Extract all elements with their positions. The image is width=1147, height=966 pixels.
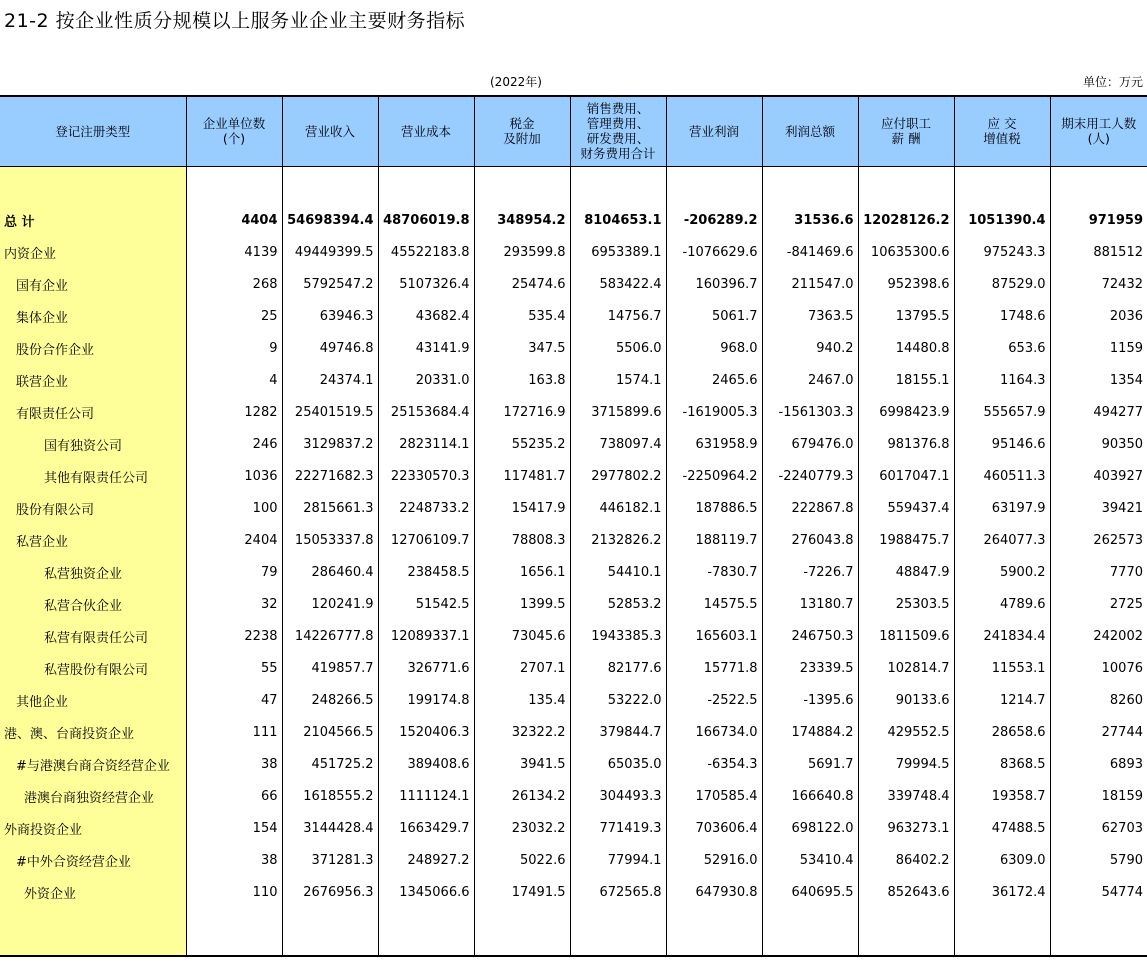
table-cell: 17491.5	[474, 877, 570, 909]
table-cell: 28658.6	[954, 717, 1050, 749]
table-cell: 460511.3	[954, 461, 1050, 493]
table-body	[0, 166, 1147, 956]
table-cell: 1520406.3	[378, 717, 474, 749]
table-cell: 7770	[1050, 557, 1147, 589]
table-cell: 36172.4	[954, 877, 1050, 909]
table-cell: 63946.3	[282, 301, 378, 333]
table-cell: 631958.9	[666, 429, 762, 461]
table-cell: 90350	[1050, 429, 1147, 461]
table-row	[0, 717, 1147, 749]
table-cell: 65035.0	[570, 749, 666, 781]
table-cell: 429552.5	[858, 717, 954, 749]
table-cell: 1036	[186, 461, 282, 493]
row-label: #与港澳台商合资经营企业	[0, 749, 186, 781]
table-cell: 53410.4	[762, 845, 858, 877]
table-cell: 12028126.2	[858, 205, 954, 237]
table-cell: 73045.6	[474, 621, 570, 653]
table-cell: 5022.6	[474, 845, 570, 877]
table-cell: 2238	[186, 621, 282, 653]
table-cell: 1574.1	[570, 365, 666, 397]
table-cell: 304493.3	[570, 781, 666, 813]
table-cell: 2465.6	[666, 365, 762, 397]
table-cell: 166734.0	[666, 717, 762, 749]
table-cell: 5506.0	[570, 333, 666, 365]
table-cell: 117481.7	[474, 461, 570, 493]
table-cell: 14756.7	[570, 301, 666, 333]
row-label: 港澳台商独资经营企业	[0, 781, 186, 813]
table-cell: 1656.1	[474, 557, 570, 589]
row-label: 集体企业	[0, 301, 186, 333]
table-cell: 165603.1	[666, 621, 762, 653]
table-cell: 12706109.7	[378, 525, 474, 557]
table-cell: 2707.1	[474, 653, 570, 685]
column-header-9: 应 交 增值税	[954, 96, 1050, 166]
table-cell: 6893	[1050, 749, 1147, 781]
table-cell: 95146.6	[954, 429, 1050, 461]
table-cell: 23032.2	[474, 813, 570, 845]
table-cell: 6017047.1	[858, 461, 954, 493]
table-cell: 2725	[1050, 589, 1147, 621]
table-cell: -6354.3	[666, 749, 762, 781]
column-header-5: 销售费用、 管理费用、 研发费用、 财务费用合计	[570, 96, 666, 166]
table-cell: 170585.4	[666, 781, 762, 813]
table-cell: 1214.7	[954, 685, 1050, 717]
table-cell: 22271682.3	[282, 461, 378, 493]
table-row	[0, 365, 1147, 397]
table-cell: 555657.9	[954, 397, 1050, 429]
table-row	[0, 205, 1147, 237]
column-header-10: 期末用工人数 (人)	[1050, 96, 1147, 166]
table-cell: 111	[186, 717, 282, 749]
table-cell: -1395.6	[762, 685, 858, 717]
row-label: 股份合作企业	[0, 333, 186, 365]
table-cell: 7363.5	[762, 301, 858, 333]
table-row	[0, 621, 1147, 653]
table-row	[0, 397, 1147, 429]
table-cell: 9	[186, 333, 282, 365]
table-cell: 2104566.5	[282, 717, 378, 749]
table-row	[0, 525, 1147, 557]
table-cell: 248266.5	[282, 685, 378, 717]
table-cell: 38	[186, 845, 282, 877]
table-row	[0, 333, 1147, 365]
table-cell: 276043.8	[762, 525, 858, 557]
row-label: #中外合资经营企业	[0, 845, 186, 877]
table-cell: 222867.8	[762, 493, 858, 525]
spacer-row-top	[0, 166, 1147, 205]
table-row	[0, 429, 1147, 461]
table-cell: 2132826.2	[570, 525, 666, 557]
table-cell: 10076	[1050, 653, 1147, 685]
table-cell: 8104653.1	[570, 205, 666, 237]
table-cell: 5691.7	[762, 749, 858, 781]
table-cell: 45522183.8	[378, 237, 474, 269]
table-cell: 87529.0	[954, 269, 1050, 301]
table-cell: 27744	[1050, 717, 1147, 749]
table-cell: 5792547.2	[282, 269, 378, 301]
table-row	[0, 557, 1147, 589]
table-cell: 1811509.6	[858, 621, 954, 653]
row-label: 外资企业	[0, 877, 186, 909]
table-cell: 248927.2	[378, 845, 474, 877]
table-cell: 940.2	[762, 333, 858, 365]
table-cell: 981376.8	[858, 429, 954, 461]
table-cell: 52853.2	[570, 589, 666, 621]
table-cell: 2036	[1050, 301, 1147, 333]
table-cell: 1399.5	[474, 589, 570, 621]
table-cell: 43141.9	[378, 333, 474, 365]
table-cell: -1076629.6	[666, 237, 762, 269]
table-cell: 47488.5	[954, 813, 1050, 845]
year-label: (2022年)	[490, 75, 542, 89]
table-cell: 32322.2	[474, 717, 570, 749]
table-cell: 49449399.5	[282, 237, 378, 269]
table-cell: 22330570.3	[378, 461, 474, 493]
row-label: 国有企业	[0, 269, 186, 301]
table-cell: 14575.5	[666, 589, 762, 621]
table-cell: 6998423.9	[858, 397, 954, 429]
table-cell: -7830.7	[666, 557, 762, 589]
table-cell: 347.5	[474, 333, 570, 365]
table-cell: 199174.8	[378, 685, 474, 717]
table-cell: 5790	[1050, 845, 1147, 877]
table-cell: 211547.0	[762, 269, 858, 301]
table-cell: -1561303.3	[762, 397, 858, 429]
row-label: 其他企业	[0, 685, 186, 717]
table-cell: -2240779.3	[762, 461, 858, 493]
table-cell: 23339.5	[762, 653, 858, 685]
table-cell: 852643.6	[858, 877, 954, 909]
table-row	[0, 653, 1147, 685]
table-cell: 5107326.4	[378, 269, 474, 301]
table-cell: 971959	[1050, 205, 1147, 237]
table-cell: 2404	[186, 525, 282, 557]
table-cell: 26134.2	[474, 781, 570, 813]
table-cell: 163.8	[474, 365, 570, 397]
spacer-row-bottom	[0, 909, 1147, 956]
table-cell: 286460.4	[282, 557, 378, 589]
table-cell: 86402.2	[858, 845, 954, 877]
table-cell: 379844.7	[570, 717, 666, 749]
table-row	[0, 589, 1147, 621]
table-cell: 54774	[1050, 877, 1147, 909]
table-cell: -7226.7	[762, 557, 858, 589]
table-cell: 100	[186, 493, 282, 525]
table-cell: 241834.4	[954, 621, 1050, 653]
table-cell: 110	[186, 877, 282, 909]
table-cell: 25153684.4	[378, 397, 474, 429]
table-cell: 419857.7	[282, 653, 378, 685]
page-title: 21-2 按企业性质分规模以上服务业企业主要财务指标	[4, 10, 466, 32]
table-cell: 494277	[1050, 397, 1147, 429]
table-cell: 1159	[1050, 333, 1147, 365]
table-row	[0, 781, 1147, 813]
table-cell: 246	[186, 429, 282, 461]
table-cell: 15417.9	[474, 493, 570, 525]
table-cell: 6953389.1	[570, 237, 666, 269]
table-cell: 154	[186, 813, 282, 845]
table-cell: 975243.3	[954, 237, 1050, 269]
table-cell: 52916.0	[666, 845, 762, 877]
table-cell: -1619005.3	[666, 397, 762, 429]
table-row	[0, 845, 1147, 877]
table-row	[0, 301, 1147, 333]
table-cell: 3941.5	[474, 749, 570, 781]
table-cell: 25	[186, 301, 282, 333]
table-cell: -206289.2	[666, 205, 762, 237]
table-cell: 62703	[1050, 813, 1147, 845]
table-cell: 15771.8	[666, 653, 762, 685]
table-cell: 48847.9	[858, 557, 954, 589]
table-cell: 11553.1	[954, 653, 1050, 685]
table-cell: 4404	[186, 205, 282, 237]
table-cell: 963273.1	[858, 813, 954, 845]
table-cell: -2250964.2	[666, 461, 762, 493]
table-cell: 968.0	[666, 333, 762, 365]
table-cell: 2467.0	[762, 365, 858, 397]
table-cell: 246750.3	[762, 621, 858, 653]
table-cell: 2248733.2	[378, 493, 474, 525]
column-header-8: 应付职工 薪 酬	[858, 96, 954, 166]
table-cell: 31536.6	[762, 205, 858, 237]
table-cell: 238458.5	[378, 557, 474, 589]
row-label: 有限责任公司	[0, 397, 186, 429]
table-cell: 18155.1	[858, 365, 954, 397]
column-header-7: 利润总额	[762, 96, 858, 166]
table-cell: 66	[186, 781, 282, 813]
table-cell: 8260	[1050, 685, 1147, 717]
table-cell: 640695.5	[762, 877, 858, 909]
table-cell: 6309.0	[954, 845, 1050, 877]
table-header-row	[0, 96, 1147, 166]
table-cell: 8368.5	[954, 749, 1050, 781]
table-cell: 2676956.3	[282, 877, 378, 909]
table-cell: 90133.6	[858, 685, 954, 717]
table-cell: 1663429.7	[378, 813, 474, 845]
table-cell: 559437.4	[858, 493, 954, 525]
table-cell: 14480.8	[858, 333, 954, 365]
table-cell: 20331.0	[378, 365, 474, 397]
table-cell: 4789.6	[954, 589, 1050, 621]
table-cell: 952398.6	[858, 269, 954, 301]
column-header-4: 税金 及附加	[474, 96, 570, 166]
table-cell: 881512	[1050, 237, 1147, 269]
table-cell: 2823114.1	[378, 429, 474, 461]
row-label: 私营合伙企业	[0, 589, 186, 621]
table-cell: 1354	[1050, 365, 1147, 397]
table-cell: 78808.3	[474, 525, 570, 557]
row-label: 其他有限责任公司	[0, 461, 186, 493]
table-cell: 160396.7	[666, 269, 762, 301]
table-cell: 63197.9	[954, 493, 1050, 525]
table-cell: 293599.8	[474, 237, 570, 269]
table-cell: 403927	[1050, 461, 1147, 493]
table-row	[0, 493, 1147, 525]
table-cell: 25474.6	[474, 269, 570, 301]
table-cell: 653.6	[954, 333, 1050, 365]
table-cell: 32	[186, 589, 282, 621]
table-cell: 39421	[1050, 493, 1147, 525]
table-cell: 24374.1	[282, 365, 378, 397]
table-cell: 3144428.4	[282, 813, 378, 845]
unit-label: 单位：万元	[1082, 75, 1143, 89]
table-cell: 1618555.2	[282, 781, 378, 813]
table-cell: 47	[186, 685, 282, 717]
table-cell: 55235.2	[474, 429, 570, 461]
table-cell: 672565.8	[570, 877, 666, 909]
table-cell: -841469.6	[762, 237, 858, 269]
table-cell: 1943385.3	[570, 621, 666, 653]
table-cell: 12089337.1	[378, 621, 474, 653]
row-label: 总 计	[0, 205, 186, 237]
table-cell: 268	[186, 269, 282, 301]
table-cell: 1051390.4	[954, 205, 1050, 237]
table-cell: 647930.8	[666, 877, 762, 909]
row-label: 联营企业	[0, 365, 186, 397]
table-cell: 79994.5	[858, 749, 954, 781]
table-cell: 1748.6	[954, 301, 1050, 333]
table-cell: 79	[186, 557, 282, 589]
row-label: 私营独资企业	[0, 557, 186, 589]
table-cell: 326771.6	[378, 653, 474, 685]
row-label: 私营企业	[0, 525, 186, 557]
table-row	[0, 685, 1147, 717]
column-header-6: 营业利润	[666, 96, 762, 166]
table-cell: 339748.4	[858, 781, 954, 813]
table-cell: 188119.7	[666, 525, 762, 557]
table-cell: 771419.3	[570, 813, 666, 845]
table-cell: 371281.3	[282, 845, 378, 877]
row-label: 外商投资企业	[0, 813, 186, 845]
row-label: 国有独资公司	[0, 429, 186, 461]
table-row	[0, 237, 1147, 269]
table-cell: 48706019.8	[378, 205, 474, 237]
table-cell: 348954.2	[474, 205, 570, 237]
table-cell: 242002	[1050, 621, 1147, 653]
table-cell: 10635300.6	[858, 237, 954, 269]
table-cell: 698122.0	[762, 813, 858, 845]
table-cell: 1282	[186, 397, 282, 429]
table-cell: 38	[186, 749, 282, 781]
table-cell: 4	[186, 365, 282, 397]
table-cell: 1988475.7	[858, 525, 954, 557]
table-cell: 166640.8	[762, 781, 858, 813]
table-cell: 738097.4	[570, 429, 666, 461]
table-cell: 172716.9	[474, 397, 570, 429]
row-label: 私营股份有限公司	[0, 653, 186, 685]
table-row	[0, 877, 1147, 909]
table-cell: 583422.4	[570, 269, 666, 301]
table-cell: 25401519.5	[282, 397, 378, 429]
table-cell: 4139	[186, 237, 282, 269]
table-cell: 451725.2	[282, 749, 378, 781]
table-cell: 703606.4	[666, 813, 762, 845]
table-cell: 5061.7	[666, 301, 762, 333]
column-header-1: 企业单位数 (个)	[186, 96, 282, 166]
table-cell: 13180.7	[762, 589, 858, 621]
table-cell: 187886.5	[666, 493, 762, 525]
table-cell: 13795.5	[858, 301, 954, 333]
row-label: 港、澳、台商投资企业	[0, 717, 186, 749]
financial-indicators-table	[0, 95, 1147, 957]
table-cell: 2977802.2	[570, 461, 666, 493]
table-cell: 77994.1	[570, 845, 666, 877]
table-cell: 82177.6	[570, 653, 666, 685]
table-cell: 2815661.3	[282, 493, 378, 525]
row-label: 内资企业	[0, 237, 186, 269]
table-cell: 446182.1	[570, 493, 666, 525]
table-cell: 679476.0	[762, 429, 858, 461]
table-cell: 19358.7	[954, 781, 1050, 813]
table-cell: 72432	[1050, 269, 1147, 301]
table-cell: 264077.3	[954, 525, 1050, 557]
row-label: 股份有限公司	[0, 493, 186, 525]
table-cell: 51542.5	[378, 589, 474, 621]
column-header-2: 营业收入	[282, 96, 378, 166]
table-cell: 14226777.8	[282, 621, 378, 653]
row-label: 私营有限责任公司	[0, 621, 186, 653]
table-row	[0, 461, 1147, 493]
table-cell: 102814.7	[858, 653, 954, 685]
column-header-0: 登记注册类型	[0, 96, 186, 166]
table-row	[0, 269, 1147, 301]
table-cell: 1111124.1	[378, 781, 474, 813]
table-cell: 43682.4	[378, 301, 474, 333]
table-cell: 1345066.6	[378, 877, 474, 909]
table-cell: 25303.5	[858, 589, 954, 621]
table-cell: 55	[186, 653, 282, 685]
table-cell: -2522.5	[666, 685, 762, 717]
table-cell: 174884.2	[762, 717, 858, 749]
table-cell: 49746.8	[282, 333, 378, 365]
table-cell: 54698394.4	[282, 205, 378, 237]
table-cell: 120241.9	[282, 589, 378, 621]
table-cell: 15053337.8	[282, 525, 378, 557]
table-cell: 535.4	[474, 301, 570, 333]
table-cell: 3129837.2	[282, 429, 378, 461]
table-cell: 135.4	[474, 685, 570, 717]
column-header-3: 营业成本	[378, 96, 474, 166]
table-cell: 53222.0	[570, 685, 666, 717]
table-cell: 1164.3	[954, 365, 1050, 397]
table-cell: 18159	[1050, 781, 1147, 813]
table-cell: 262573	[1050, 525, 1147, 557]
table-cell: 389408.6	[378, 749, 474, 781]
table-cell: 54410.1	[570, 557, 666, 589]
table-cell: 5900.2	[954, 557, 1050, 589]
table-row	[0, 749, 1147, 781]
table-cell: 3715899.6	[570, 397, 666, 429]
table-row	[0, 813, 1147, 845]
